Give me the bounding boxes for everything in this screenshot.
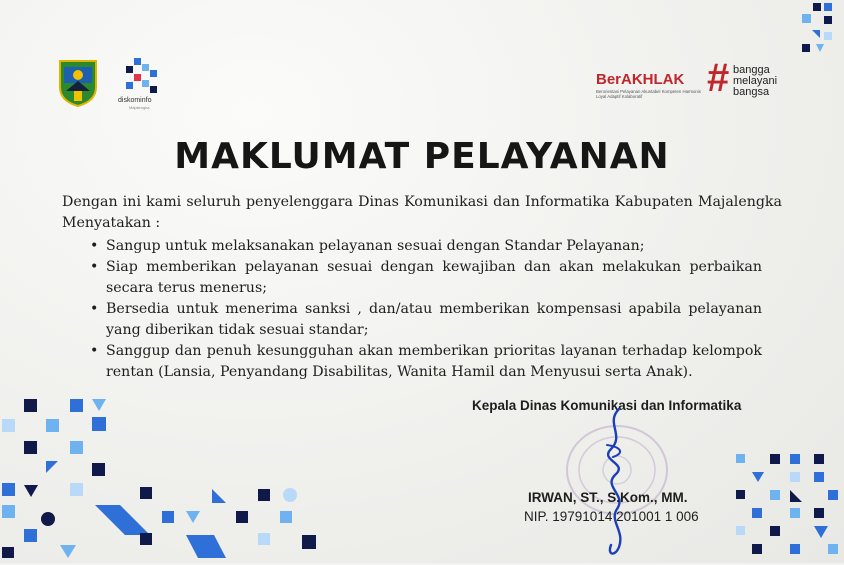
diskominfo-logo-icon (122, 56, 160, 96)
bullet-icon: • (90, 343, 99, 359)
bangga-melayani-bangsa-tagline (733, 65, 777, 98)
diskominfo-label: diskominfo (118, 97, 152, 104)
bullet-icon: • (90, 238, 99, 254)
signer-position: Kepala Dinas Komunikasi dan Informatika (472, 398, 742, 413)
tagline-line: melayani (733, 75, 778, 87)
bullet-icon: • (90, 259, 99, 275)
list-item-text: Sangup untuk melaksanakan pelayanan sesuai dengan Standar Pelayanan; (106, 238, 645, 254)
list-item (90, 341, 762, 383)
document-title: MAKLUMAT PELAYANAN (174, 136, 670, 177)
decor-pattern-bottom-left (0, 395, 330, 563)
signer-name: IRWAN, ST., S.Kom., MM. (528, 490, 688, 505)
regency-emblem-icon (56, 57, 100, 107)
berakhlak-description: Berorientasi Pelayanan Akuntabel Kompeten Harmonis Loyal Adaptif Kolaboratif (596, 89, 701, 100)
tagline-line: bangsa (733, 86, 770, 98)
list-item (90, 257, 762, 299)
hashtag-icon: # (707, 56, 730, 100)
decor-pattern-top-right (790, 0, 844, 60)
list-item-text: Sanggup dan penuh kesungguhan akan memberikan prioritas layanan terhadap kelompok rentan (Lansia, Penyandang Disabilitas, Wanita Hamil dan Menyusui serta Anak). (106, 343, 762, 380)
signer-nip: NIP. 19791014 201001 1 006 (524, 509, 699, 524)
bullet-icon: • (90, 301, 99, 317)
list-item (90, 299, 762, 341)
tagline-line: bangga (733, 64, 770, 76)
intro-paragraph: Dengan ini kami seluruh penyelenggara Dinas Komunikasi dan Informatika Kabupaten Majalengka Menyatakan : (62, 194, 782, 231)
list-item-text: Siap memberikan pelayanan sesuai dengan kewajiban dan akan melakukan perbaikan secara terus menerus; (106, 259, 762, 296)
decor-pattern-bottom-right (730, 450, 844, 563)
berakhlak-logo: BerAKHLAK (596, 71, 685, 88)
diskominfo-sublabel: Majalengka (129, 105, 150, 110)
list-item-text: Bersedia untuk menerima sanksi , dan/atau memberikan kompensasi apabila pelayanan yang diberikan tidak sesuai standar; (106, 301, 762, 338)
handwritten-signature-icon (585, 405, 645, 565)
list-item (90, 236, 762, 257)
commitment-list (90, 236, 762, 383)
